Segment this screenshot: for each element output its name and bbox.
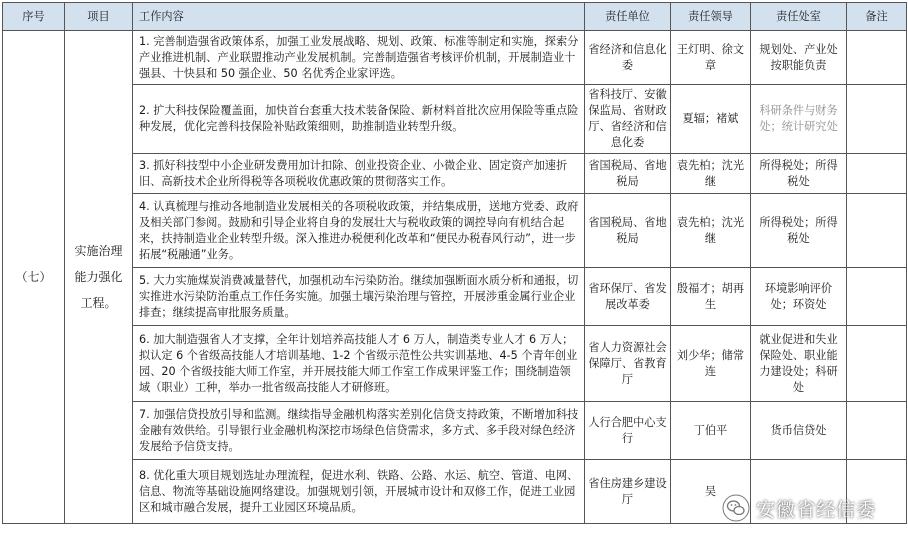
table-row [3, 268, 907, 326]
row-content: 3. 抓好科技型中小企业研发费用加计扣除、创业投资企业、小微企业、固定资产加速折旧、高新技术企业所得税等各项税收优惠政策的贯彻落实工作。 [133, 154, 585, 194]
row-note [847, 31, 907, 85]
row-leader: 殷福才；胡再生 [671, 268, 751, 326]
header-project: 项目 [65, 3, 133, 31]
row-office: 规划处、产业处按职能负责 [751, 31, 847, 85]
header-office: 责任处室 [751, 3, 847, 31]
header-unit: 责任单位 [585, 3, 671, 31]
section-project: 实施治理能力强化工程。 [65, 31, 133, 524]
header-note: 备注 [847, 3, 907, 31]
table-row [3, 402, 907, 460]
row-note [847, 326, 907, 402]
row-unit: 省经济和信息化委 [585, 31, 671, 85]
row-content: 8. 优化重大项目规划选址办理流程，促进水利、铁路、公路、水运、航空、管道、电网、信息、物流等基础设施网络建设。加强规划引领，开展城市设计和双修工作，促进工业园区和城市融合发展，提升工业园区环境品质。 [133, 460, 585, 524]
row-note [847, 268, 907, 326]
row-leader: 吴 [671, 460, 751, 524]
table-row [3, 326, 907, 402]
table-row [3, 31, 907, 85]
row-unit: 省科技厅、安徽保监局、省财政厅、省经济和信息化委 [585, 85, 671, 154]
row-note [847, 85, 907, 154]
row-leader: 夏辐；褚斌 [671, 85, 751, 154]
row-unit: 省人力资源社会保障厅、省教育厅 [585, 326, 671, 402]
header-leader: 责任领导 [671, 3, 751, 31]
row-office: 所得税处；所得税处 [751, 154, 847, 194]
row-content: 2. 扩大科技保险覆盖面，加快首台套重大技术装备保险、新材料首批次应用保险等重点险种发展，优化完善科技保险补贴政策细则，助推制造业转型升级。 [133, 85, 585, 154]
row-leader: 刘少华；储常连 [671, 326, 751, 402]
row-leader: 王灯明、徐文章 [671, 31, 751, 85]
row-content: 4. 认真梳理与推动各地制造业发展相关的各项税收政策，并结集成册，送地方党委、政府及相关部门参阅。鼓励和引导企业将自身的发展壮大与税收政策的调控导向有机结合起来，扶持制造业企业转型升级。深入推进办税便利化改革和“便民办税春风行动”，进一步拓展“税融通”业务。 [133, 194, 585, 268]
row-unit: 省国税局、省地税局 [585, 154, 671, 194]
row-unit: 人行合肥中心支行 [585, 402, 671, 460]
row-leader: 袁先柏；沈光继 [671, 154, 751, 194]
row-office: 环境影响评价处；环资处 [751, 268, 847, 326]
row-note [847, 154, 907, 194]
row-office: 就业促进和失业保险处、职业能力建设处；科研处 [751, 326, 847, 402]
row-content: 7. 加强信贷投放引导和监测。继续指导金融机构落实差别化信贷支持政策，不断增加科技金融有效供给。引导银行业金融机构深挖市场绿色信贷需求，多方式、多手段对绿色经济发展给予信贷支持。 [133, 402, 585, 460]
row-note [847, 194, 907, 268]
table-row [3, 154, 907, 194]
row-content: 6. 加大制造强省人才支撑，全年计划培养高技能人才 6 万人，制造类专业人才 6 万人；拟认定 6 个省级高技能人才培训基地、1-2 个省级示范性公共实训基地、4-5 个青年创业园、20 个省级技能大师工作室，并开展技能大师工作室工作成果评鉴工作；围绕制造领域（职业）工种，举办一批省级高技能人才研修班。 [133, 326, 585, 402]
row-leader: 袁先柏；沈光继 [671, 194, 751, 268]
row-unit: 省住房建乡建设厅 [585, 460, 671, 524]
watermark-text: 安徽省经信委 [755, 498, 876, 521]
wechat-icon [722, 494, 750, 522]
header-content: 工作内容 [133, 3, 585, 31]
work-table [2, 2, 907, 524]
header-seq: 序号 [3, 3, 65, 31]
row-office: 科研条件与财务处；统计研究处 [751, 85, 847, 154]
row-unit: 省国税局、省地税局 [585, 194, 671, 268]
row-office: 所得税处；所得税处 [751, 194, 847, 268]
header-row [3, 3, 907, 31]
section-seq: （七） [3, 31, 65, 524]
row-content: 1. 完善制造强省政策体系，加强工业发展战略、规划、政策、标准等制定和实施，探索分产业推进机制、产业联盟推动产业发展机制。完善制造强省考核评价机制，开展制造业十强县、十快县和 50 强企业、50 名优秀企业家评选。 [133, 31, 585, 85]
row-content: 5. 大力实施煤炭消费减量替代，加强机动车污染防治。继续加强断面水质分析和通报，切实推进水污染防治重点工作任务实施。加强土壤污染治理与管控，开展涉重金属行业企业排查；继续提高审批服务质量。 [133, 268, 585, 326]
row-office: 货币信贷处 [751, 402, 847, 460]
row-unit: 省环保厅、省发展改革委 [585, 268, 671, 326]
watermark [722, 494, 876, 522]
table-row [3, 194, 907, 268]
row-leader: 丁伯平 [671, 402, 751, 460]
row-note [847, 402, 907, 460]
table-row [3, 85, 907, 154]
